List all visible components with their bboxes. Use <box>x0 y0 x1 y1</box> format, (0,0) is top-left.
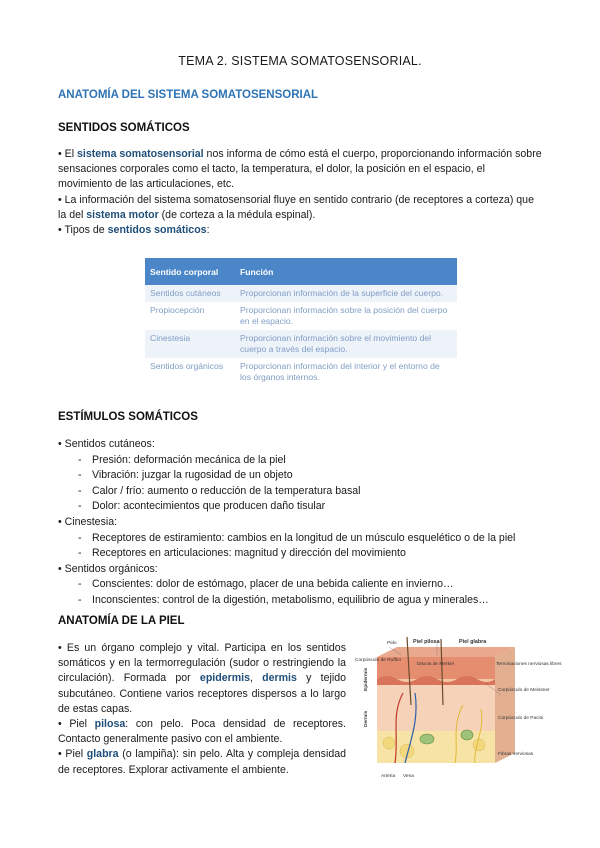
table-row <box>145 330 457 358</box>
senses-table <box>145 258 457 386</box>
table-cell: Proporcionan información del interior y el entorno de los órganos internos. <box>240 361 440 382</box>
table-cell: Proporcionan información de la superficie del cuerpo. <box>235 285 457 302</box>
table-row <box>145 358 457 386</box>
label-piel-glabra: Piel glabra <box>459 639 487 645</box>
skin-top-face <box>377 647 515 657</box>
anatomy-heading: ANATOMÍA DEL SISTEMA SOMATOSENSORIAL <box>58 89 319 101</box>
list-item: - Inconscientes: control de la digestión, metabolismo, equilibrio de agua y minerales… <box>58 593 548 609</box>
list-item: - Receptores en articulaciones: magnitud y dirección del movimiento <box>58 546 548 562</box>
label-piel-pilosa: Piel pilosa <box>413 639 440 645</box>
intro-paragraph-1: • El sistema somatosensorial nos informa de cómo está el cuerpo, proporcionando información sobre sensaciones corporales como el tacto, la temperatura, el dolor, la posición en el espacio, el movimiento de las articulaciones, etc. <box>58 148 542 191</box>
table-cell: Proporcionan información sobre el movimiento del cuerpo a través del espacio. <box>235 330 457 358</box>
label-fibras: Fibras nerviosas <box>498 752 534 757</box>
label-merkel: Discos de Merkel <box>417 662 454 667</box>
fat-cell <box>383 737 395 749</box>
list-item: - Receptores de estiramiento: cambios en la longitud de un músculo esquelético o de la piel <box>58 531 548 547</box>
table-cell: Sentidos cutáneos <box>145 285 235 302</box>
table-header: Sentido corporal <box>145 258 235 285</box>
table-cell: Propiocepción <box>150 305 205 315</box>
list-item: • Cinestesia: <box>58 515 118 528</box>
table-cell: Cinestesia <box>145 330 235 358</box>
skin-anatomy-figure <box>355 635 562 783</box>
keyword: pilosa <box>94 718 126 731</box>
fat-cell <box>473 739 485 751</box>
table-row <box>145 302 457 330</box>
list-item: - Conscientes: dolor de estómago, placer de una bebida caliente en invierno… <box>58 577 548 593</box>
table-header-row <box>145 258 457 285</box>
list-item: - Dolor: acontecimientos que producen daño tisular <box>58 499 548 515</box>
sentidos-heading: SENTIDOS SOMÁTICOS <box>58 122 190 134</box>
label-meissner: Corpúsculo de Meissner <box>498 688 550 693</box>
piel-heading: ANATOMÍA DE LA PIEL <box>58 615 185 627</box>
keyword: sentidos somáticos <box>107 224 207 237</box>
list-item: • Sentidos orgánicos: <box>58 562 158 575</box>
dermis-layer <box>377 685 495 731</box>
intro-text <box>58 147 542 238</box>
piel-text <box>58 641 346 778</box>
piel-paragraph-2: • Piel pilosa: con pelo. Poca densidad de receptores. Contacto generalmente pasivo con el ambiente. <box>58 718 346 746</box>
keyword: glabra <box>86 748 119 761</box>
skin-diagram <box>355 635 562 783</box>
list-item: - Calor / frío: aumento o reducción de la temperatura basal <box>58 484 548 500</box>
intro-paragraph-2: • La información del sistema somatosensorial fluye en sentido contrario (de receptores a corteza) que la del sistema motor (de corteza a la médula espinal). <box>58 193 534 221</box>
label-vena: Vena <box>403 774 414 779</box>
table-row <box>145 285 457 302</box>
list-item: - Vibración: juzgar la rugosidad de un objeto <box>58 468 548 484</box>
table-cell: Sentidos orgánicos <box>150 361 224 371</box>
keyword: sistema motor <box>86 208 159 221</box>
estimulos-list <box>58 437 548 609</box>
label-pelo: Pelo <box>387 641 397 646</box>
keyword: dermis <box>262 672 297 685</box>
piel-paragraph-1: • Es un órgano complejo y vital. Participa en los sentidos somáticos y en la termorregulación (sudor o restringiendo la circulación). Formada por epidermis, dermis y tejido subcutáneo. Contiene varios receptores dispersos a lo largo de estas capas. <box>58 642 346 715</box>
label-ruffini: Corpúsculo de Ruffini <box>355 658 401 663</box>
table-cell: Proporcionan información sobre la posición del cuerpo en el espacio. <box>240 305 448 326</box>
piel-paragraph-3: • Piel glabra (o lampiña): sin pelo. Alta y compleja densidad de receptores. Explorar activamente el ambiente. <box>58 748 346 776</box>
pacini-corpuscle <box>420 734 434 744</box>
list-item: - Presión: deformación mecánica de la piel <box>58 453 548 469</box>
label-pacini: Corpúsculo de Pacini <box>498 716 544 721</box>
estimulos-heading: ESTÍMULOS SOMÁTICOS <box>58 411 198 423</box>
label-dermis: Dermis <box>364 710 369 727</box>
list-item: • Sentidos cutáneos: <box>58 438 155 450</box>
keyword: epidermis <box>199 672 250 685</box>
label-epidermis: Epidermis <box>364 667 369 691</box>
page-title: TEMA 2. SISTEMA SOMATOSENSORIAL. <box>178 54 422 68</box>
pacini-corpuscle <box>461 730 473 740</box>
label-terminaciones: Terminaciones nerviosas libres <box>496 662 562 667</box>
intro-paragraph-3: • Tipos de sentidos somáticos: <box>58 224 210 237</box>
table-header: Función <box>235 258 457 285</box>
keyword: sistema somatosensorial <box>77 148 204 160</box>
label-arteria: Arteria <box>381 774 396 779</box>
